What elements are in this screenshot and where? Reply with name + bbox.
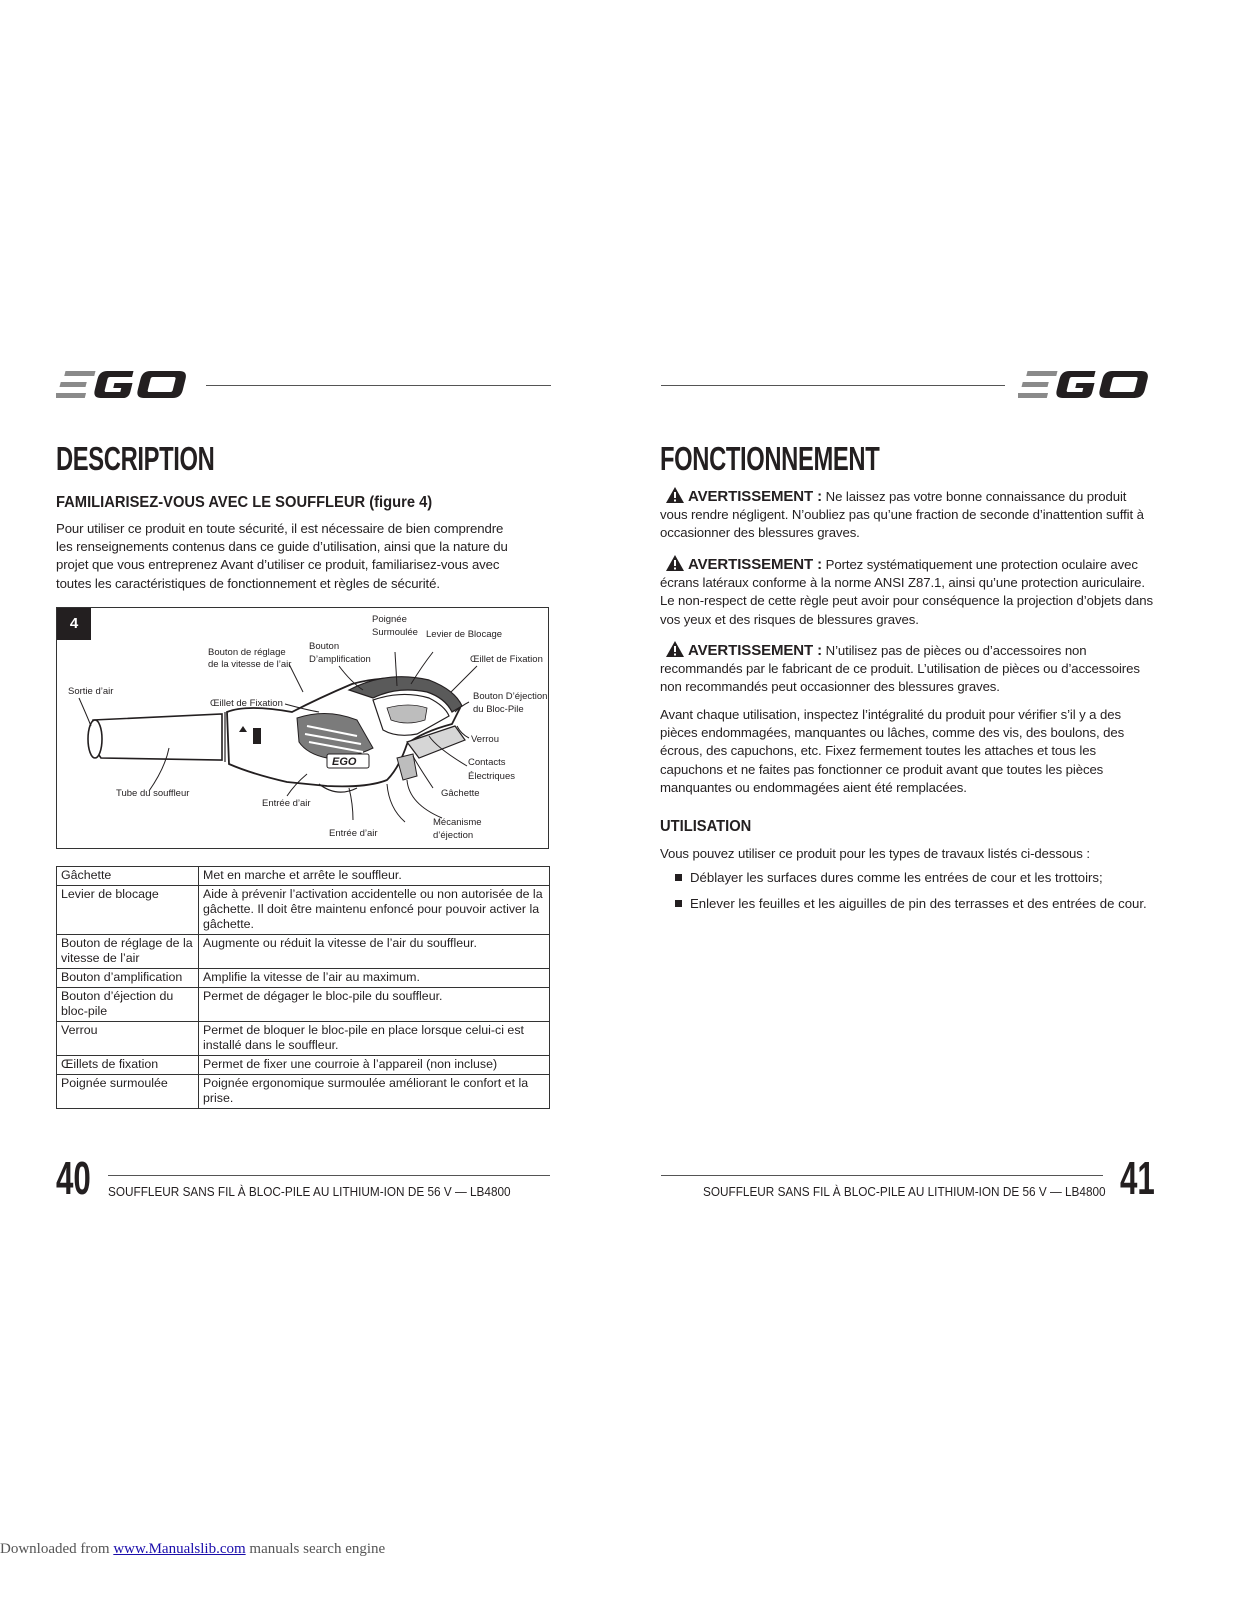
warning-text-first: Portez systématiquement une protection oculaire avec — [825, 557, 1138, 572]
utilisation-heading: UTILISATION — [660, 818, 752, 835]
label-poignee-1: Poignée — [372, 614, 407, 625]
label-sortie-air: Sortie d’air — [68, 686, 114, 697]
label-mecanisme-1: Mécanisme — [433, 817, 482, 828]
figure-4-blower — [56, 607, 549, 849]
footer-rule-right — [661, 1175, 1103, 1176]
warning-text-rest: recommandés par le fabricant de ce produit. L’utilisation de pièces ou d’accessoires non recommandés peut occasionner des blessures graves. — [660, 661, 1140, 695]
warning-label: AVERTISSEMENT : — [688, 642, 823, 659]
bullet-icon — [675, 900, 682, 907]
table-row — [57, 886, 550, 935]
download-suffix: manuals search engine — [245, 1541, 386, 1557]
part-name: Bouton de réglage de la vitesse de l’air — [57, 935, 199, 969]
part-name: Œillets de fixation — [57, 1056, 199, 1075]
part-name: Verrou — [57, 1022, 199, 1056]
warning-text-rest: écrans latéraux conforme à la norme ANSI Z87.1, ainsi qu’une protection auriculaire. Le non-respect de cette règle peut avoir pour conséquence la projection d’objets dans vos yeux et des risques de blessures graves. — [660, 575, 1153, 627]
blower-illustration — [57, 608, 550, 850]
header-rule-right — [661, 385, 1005, 386]
list-item-text: Enlever les feuilles et les aiguilles de pin des terrasses et des entrées de cour. — [690, 896, 1147, 911]
uses-list — [660, 870, 1147, 922]
label-entree-2: Entrée d’air — [329, 828, 378, 839]
label-tube: Tube du souffleur — [116, 788, 190, 799]
table-row — [57, 935, 550, 969]
warning-icon — [666, 641, 684, 657]
warning-label: AVERTISSEMENT : — [688, 488, 823, 505]
header-rule-left — [206, 385, 551, 386]
part-description: Met en marche et arrête le souffleur. — [199, 867, 550, 886]
label-bouton-reglage-2: de la vitesse de l’air — [208, 659, 292, 670]
parts-table — [56, 866, 550, 1109]
table-row — [57, 969, 550, 988]
utilisation-intro: Vous pouvez utiliser ce produit pour les types de travaux listés ci-dessous : — [660, 846, 1090, 861]
list-item — [660, 870, 1147, 885]
part-description: Permet de dégager le bloc-pile du souffleur. — [199, 988, 550, 1022]
warning-text-rest: vous rendre négligent. N’oubliez pas qu’une fraction de seconde d’inattention suffit à occasionner des blessures graves. — [660, 507, 1144, 541]
label-contacts-2: Électriques — [468, 771, 515, 782]
warning-1 — [660, 487, 1160, 543]
blower-body-logo: EGO — [332, 756, 357, 768]
part-name: Poignée surmoulée — [57, 1075, 199, 1109]
warning-icon — [666, 487, 684, 503]
list-item — [660, 896, 1147, 911]
label-gachette: Gâchette — [441, 788, 480, 799]
label-levier: Levier de Blocage — [426, 629, 503, 640]
part-description: Permet de fixer une courroie à l’appareil (non incluse) — [199, 1056, 550, 1075]
manualslib-link[interactable]: www.Manualslib.com — [113, 1541, 246, 1557]
part-name: Levier de blocage — [57, 886, 199, 935]
page-number-left: 40 — [56, 1152, 91, 1204]
intro-paragraph: Pour utiliser ce produit en toute sécurité, il est nécessaire de bien comprendre les renseignements contenus dans ce guide d’utilisation, ainsi que la nature du projet que vous entreprenez Avant d’utiliser ce produit, familiarisez-vous avec toutes les caractéristiques de fonctionnement et règles de sécurité. — [56, 521, 508, 591]
footer-text-right: SOUFFLEUR SANS FIL À BLOC-PILE AU LITHIUM-ION DE 56 V — LB4800 — [703, 1184, 1106, 1199]
part-description: Permet de bloquer le bloc-pile en place lorsque celui-ci est installé dans le souffleur. — [199, 1022, 550, 1056]
label-oeillet-right: Œillet de Fixation — [470, 654, 543, 665]
table-row — [57, 1056, 550, 1075]
table-row — [57, 1075, 550, 1109]
part-name: Gâchette — [57, 867, 199, 886]
warning-3 — [660, 641, 1160, 697]
table-row — [57, 867, 550, 886]
warning-text-first: Ne laissez pas votre bonne connaissance du produit — [825, 489, 1127, 504]
label-contacts-1: Contacts — [468, 757, 506, 768]
warning-icon — [666, 555, 684, 571]
download-notice — [0, 1541, 385, 1558]
figure-number: 4 — [57, 608, 91, 640]
label-ejection-1: Bouton D’éjection — [473, 691, 548, 702]
part-description: Aide à prévenir l’activation accidentelle ou non autorisée de la gâchette. Il doit être maintenu enfoncé pour pouvoir activer la gâchette. — [199, 886, 550, 935]
warning-text-first: N’utilisez pas de pièces ou d’accessoires non — [825, 643, 1087, 658]
table-row — [57, 988, 550, 1022]
ego-logo-left — [56, 369, 192, 401]
part-description: Amplifie la vitesse de l’air au maximum. — [199, 969, 550, 988]
label-ejection-2: du Bloc-Pile — [473, 704, 524, 715]
download-prefix: Downloaded from — [0, 1541, 114, 1557]
bullet-icon — [675, 874, 682, 881]
label-poignee-2: Surmoulée — [372, 627, 418, 638]
label-mecanisme-2: d’éjection — [433, 830, 474, 841]
footer-text-left: SOUFFLEUR SANS FIL À BLOC-PILE AU LITHIUM-ION DE 56 V — LB4800 — [108, 1184, 511, 1199]
label-oeillet-left: Œillet de Fixation — [210, 698, 283, 709]
label-bouton-ampli-1: Bouton — [309, 641, 340, 652]
warning-2 — [660, 555, 1160, 629]
page-title-left: DESCRIPTION — [56, 440, 215, 477]
page-title-right: FONCTIONNEMENT — [660, 440, 880, 477]
inspection-paragraph: Avant chaque utilisation, inspectez l’intégralité du produit pour vérifier s’il y a des pièces endommagées, manquantes ou lâches, comme des vis, des boulons, des écrous, des capuchons, etc. Fixez fermement toutes les attaches et tous les capuchons et ne faites pas fonctionner ce produit avant que toutes les pièces manquantes ou endommagées aient été remplacées. — [660, 707, 1125, 795]
list-item-text: Déblayer les surfaces dures comme les entrées de cour et les trottoirs; — [690, 870, 1103, 885]
part-description: Poignée ergonomique surmoulée améliorant le confort et la prise. — [199, 1075, 550, 1109]
label-bouton-ampli-2: D’amplification — [309, 654, 371, 665]
part-name: Bouton d’éjection du bloc-pile — [57, 988, 199, 1022]
warning-label: AVERTISSEMENT : — [688, 556, 823, 573]
label-entree-1: Entrée d’air — [262, 798, 311, 809]
page-number-right: 41 — [1120, 1152, 1155, 1204]
table-row — [57, 1022, 550, 1056]
part-description: Augmente ou réduit la vitesse de l’air du souffleur. — [199, 935, 550, 969]
label-verrou: Verrou — [471, 734, 499, 745]
part-name: Bouton d’amplification — [57, 969, 199, 988]
section-subtitle: FAMILIARISEZ-VOUS AVEC LE SOUFFLEUR (figure 4) — [56, 494, 433, 511]
ego-logo-right — [1018, 369, 1154, 401]
footer-rule-left — [108, 1175, 550, 1176]
label-bouton-reglage-1: Bouton de réglage — [208, 647, 286, 658]
